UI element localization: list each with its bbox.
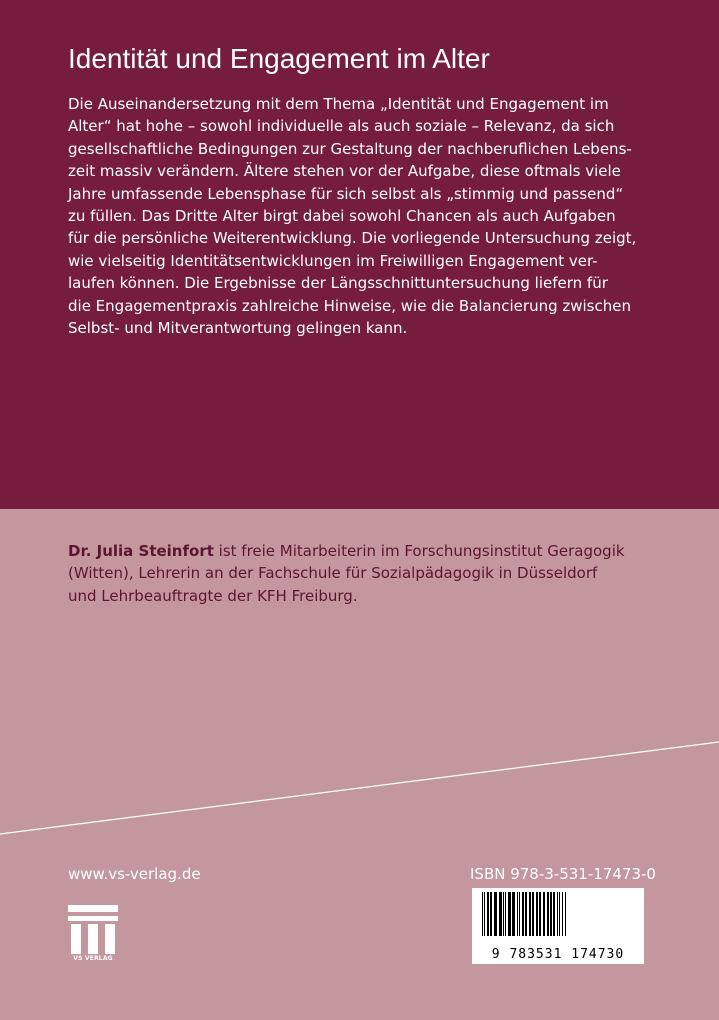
bio-line [68, 540, 652, 562]
barcode-bar [487, 892, 489, 936]
book-title: Identität und Engagement im Alter [68, 43, 490, 74]
barcode-bar [499, 892, 502, 936]
barcode-bar [525, 892, 527, 936]
barcode-bar [519, 892, 520, 936]
barcode-bar [536, 892, 538, 936]
barcode-bar [547, 892, 549, 936]
blurb-line: wie vielseitig Identitätsentwicklungen im Freiwilligen Engagement ver- [68, 251, 598, 270]
blurb-line: Jahre umfassende Lebensphase für sich selbst als „stimmig und passend“ [68, 184, 624, 203]
bio-line: und Lehrbeauftragte der KFH Freiburg. [68, 586, 358, 605]
top-panel [0, 0, 719, 509]
barcode-digits: 9 783531 174730 [491, 947, 625, 962]
barcode-bar [517, 892, 518, 936]
barcode-bar [565, 892, 566, 936]
blurb-line: für die persönliche Weiterentwicklung. Die vorliegende Untersuchung zeigt, [68, 229, 637, 248]
blurb-line: zu füllen. Das Dritte Alter birgt dabei sowohl Chancen als auch Aufgaben [68, 207, 616, 226]
author-name: Dr. Julia Steinfort [68, 542, 214, 560]
barcode-bar [522, 892, 524, 936]
barcode-bar [482, 892, 483, 936]
publisher-url[interactable]: www.vs-verlag.de [68, 865, 201, 883]
barcode-bar [503, 892, 504, 936]
barcode-bar [508, 892, 511, 936]
barcode-bar [490, 892, 492, 936]
barcode-bar [539, 892, 541, 936]
barcode-bar [494, 892, 497, 936]
blurb-line: gesellschaftliche Bedingungen zur Gestaltung der nachberuflichen Lebens- [68, 139, 632, 158]
blurb-line: laufen können. Die Ergebnisse der Längsschnittuntersuchung liefern für [68, 274, 608, 293]
barcode-bar [562, 892, 563, 936]
barcode-bar [543, 892, 545, 936]
barcode-bar [484, 892, 485, 936]
isbn-label: ISBN 978-3-531-17473-0 [470, 865, 656, 883]
publisher-logo-text: VS VERLAG [73, 955, 113, 962]
author-bio [68, 540, 652, 607]
barcode-bar [532, 892, 534, 936]
bio-first-line-text: ist freie Mitarbeiterin im Forschungsinstitut Geragogik [213, 542, 625, 560]
diagonal-divider [0, 700, 719, 840]
barcode-bars [480, 892, 636, 948]
barcode-bar [505, 892, 506, 936]
blurb-line: Selbst- und Mitverantwortung gelingen kann. [68, 319, 408, 338]
blurb-line: zeit massiv verändern. Ältere stehen vor der Aufgabe, diese oftmals viele [68, 162, 621, 181]
barcode-bar [529, 892, 531, 936]
blurb-line: die Engagementpraxis zahlreiche Hinweise, wie die Balancierung zwischen [68, 296, 631, 315]
barcode-bar [553, 892, 555, 936]
isbn-barcode [472, 888, 644, 964]
barcode-bar [557, 892, 558, 936]
blurb-line: Die Auseinandersetzung mit dem Thema „Identität und Engagement im [68, 95, 609, 113]
blurb-line: Alter“ hat hohe – sowohl individuelle als auch soziale – Relevanz, da sich [68, 117, 615, 136]
barcode-bar [559, 892, 560, 936]
barcode-bar [550, 892, 552, 936]
barcode-bar [512, 892, 515, 936]
book-blurb [68, 93, 652, 339]
bio-line: (Witten), Lehrerin an der Fachschule für Sozialpädagogik in Düsseldorf [68, 564, 598, 583]
